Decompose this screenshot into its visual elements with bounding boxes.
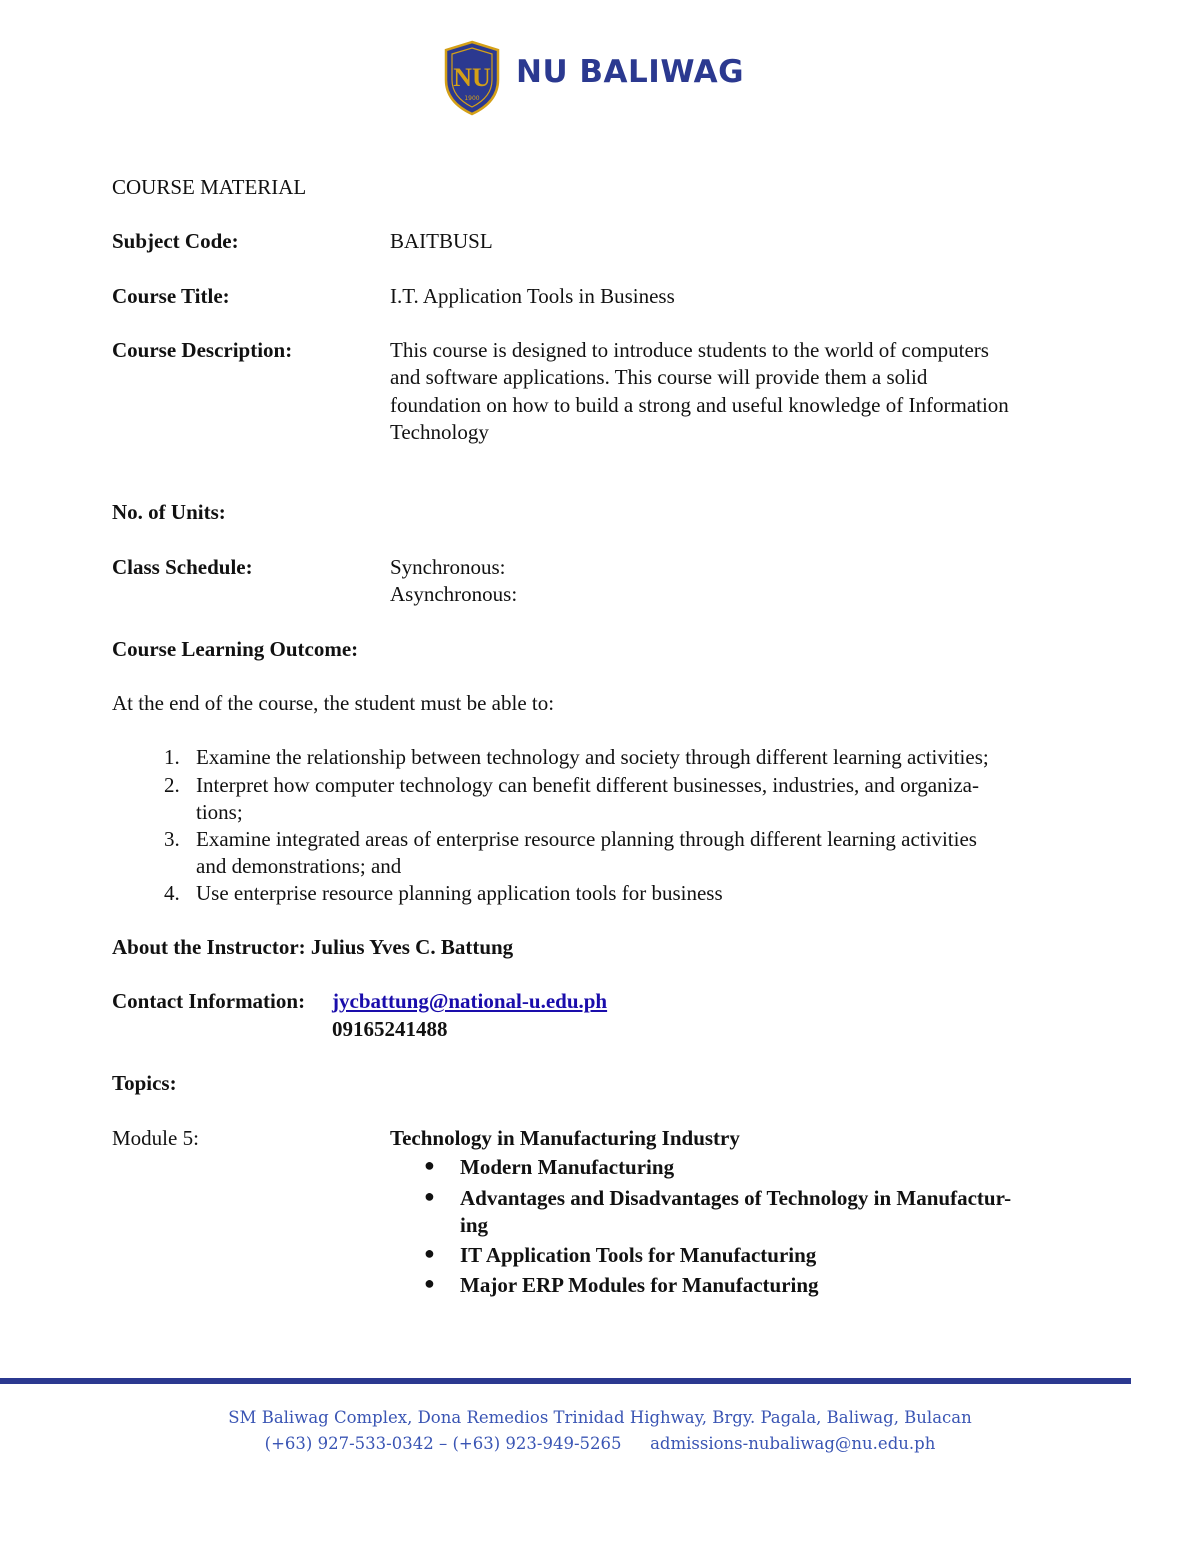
outcome-number: 2.	[164, 773, 180, 797]
topic-text: ing	[460, 1213, 489, 1237]
outcome-text: Interpret how computer technology can benefit different businesses, industries, and organiza-	[196, 773, 979, 797]
shield-year: 1900	[464, 95, 480, 102]
bullet-icon: ●	[424, 1186, 435, 1206]
course-description-line: foundation on how to build a strong and useful knowledge of Information	[390, 393, 1009, 417]
course-description-line: This course is designed to introduce students to the world of computers	[390, 338, 989, 362]
instructor-email-link[interactable]: jycbattung@national-u.edu.ph	[332, 989, 608, 1013]
bullet-icon: ●	[424, 1155, 435, 1175]
topic-text: Modern Manufacturing	[460, 1155, 675, 1179]
instructor-line	[112, 935, 513, 960]
topic-text: Major ERP Modules for Manufacturing	[460, 1273, 819, 1297]
outcomes-heading: Course Learning Outcome:	[112, 637, 359, 661]
footer-address: SM Baliwag Complex, Dona Remedios Trinidad Highway, Brgy. Pagala, Baliwag, Bulacan	[228, 1408, 972, 1427]
shield-letters: NU	[453, 63, 491, 92]
schedule-async: Asynchronous:	[390, 582, 518, 606]
outcome-text: and demonstrations; and	[196, 854, 402, 878]
course-description-line: Technology	[390, 420, 489, 444]
doc-type: COURSE MATERIAL	[112, 175, 307, 199]
module-label: Module 5:	[112, 1126, 199, 1150]
schedule-sync: Synchronous:	[390, 555, 506, 579]
topics-label: Topics:	[112, 1071, 177, 1095]
nu-shield-icon	[440, 40, 504, 116]
outcomes-intro: At the end of the course, the student must be able to:	[112, 691, 555, 715]
outcome-text: Use enterprise resource planning application tools for business	[196, 881, 723, 905]
footer-contacts	[0, 1434, 1200, 1453]
bullet-icon: ●	[424, 1243, 435, 1263]
logo-text: NU BALIWAG	[516, 54, 745, 90]
subject-code-label: Subject Code:	[112, 229, 239, 253]
units-label: No. of Units:	[112, 500, 226, 524]
course-description-line: and software applications. This course will provide them a solid	[390, 365, 928, 389]
footer-phones: (+63) 927-533-0342 – (+63) 923-949-5265	[264, 1434, 622, 1453]
bullet-icon: ●	[424, 1273, 435, 1293]
instructor-phone: 09165241488	[332, 1017, 448, 1041]
course-description-label: Course Description:	[112, 338, 293, 362]
footer-divider	[0, 1378, 1131, 1384]
schedule-label: Class Schedule:	[112, 555, 253, 579]
instructor-label: About the Instructor:	[112, 935, 306, 959]
outcome-number: 3.	[164, 827, 180, 851]
outcome-text: Examine the relationship between technology and society through different learning activities;	[196, 745, 989, 769]
subject-code-value: BAITBUSL	[390, 229, 493, 253]
course-title-value: I.T. Application Tools in Business	[390, 284, 675, 308]
contact-label: Contact Information:	[112, 989, 306, 1013]
topic-text: Advantages and Disadvantages of Technology in Manufactur-	[460, 1186, 1012, 1210]
outcome-text: Examine integrated areas of enterprise resource planning through different learning activities	[196, 827, 977, 851]
outcome-number: 4.	[164, 881, 180, 905]
instructor-name: Julius Yves C. Battung	[310, 935, 514, 959]
topic-text: IT Application Tools for Manufacturing	[460, 1243, 817, 1267]
outcome-text: tions;	[196, 800, 243, 824]
nu-baliwag-logo	[440, 40, 745, 116]
module-title: Technology in Manufacturing Industry	[390, 1126, 740, 1150]
outcome-number: 1.	[164, 745, 180, 769]
footer-email: admissions-nubaliwag@nu.edu.ph	[650, 1434, 936, 1453]
course-title-label: Course Title:	[112, 284, 230, 308]
